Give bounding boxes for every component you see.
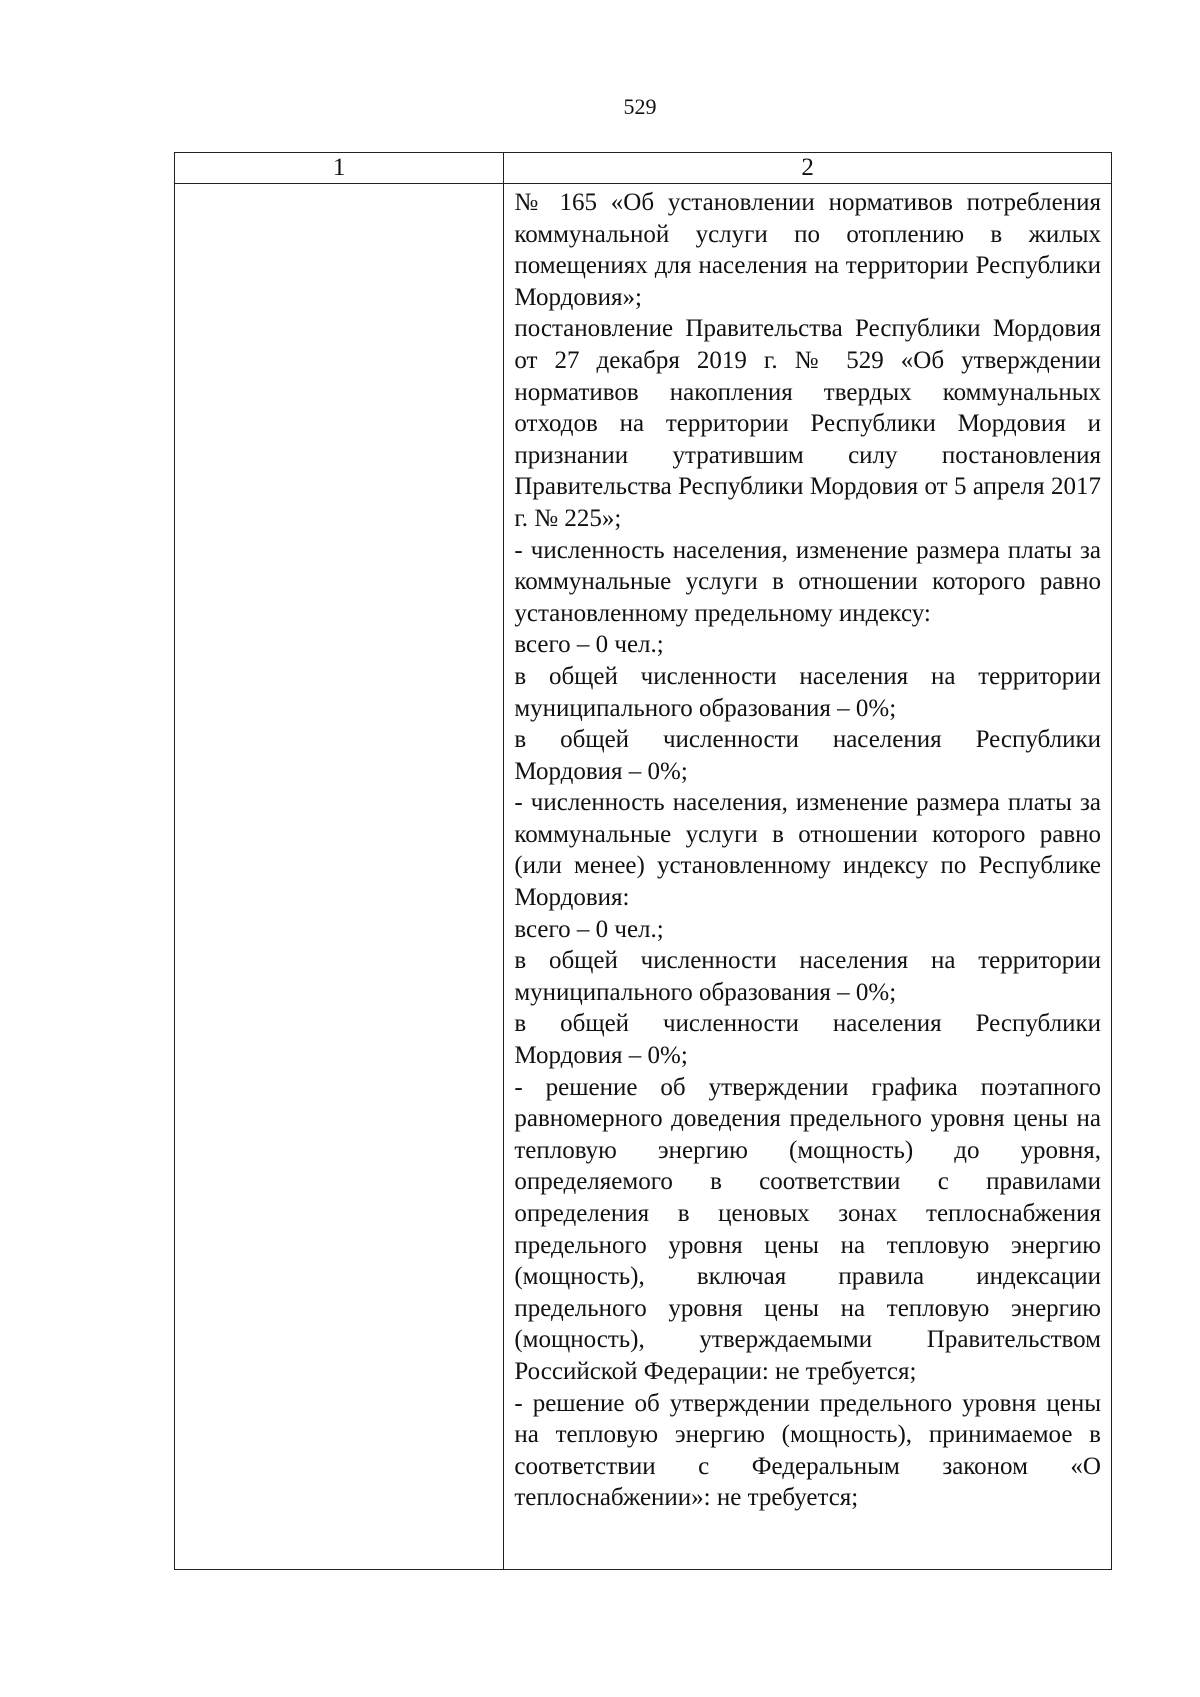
paragraph-municipal-share-1: в общей численности населения на территории муниципального образования – 0%; xyxy=(514,662,1101,722)
paragraph-total-2: всего – 0 чел.; xyxy=(514,915,664,943)
paragraph-decree-529: постановление Правительства Республики Мордовия от 27 декабря 2019 г. № 529 «Об утверждении нормативов накопления твердых коммунальных отходов на территории Республики Мордовия и признании утратившим силу постановления Правительства Республики Мордовия от 5 апреля 2017 г. № 225»; xyxy=(514,315,1101,532)
column-header-2: 2 xyxy=(504,153,1112,184)
column-header-1: 1 xyxy=(175,153,504,184)
paragraph-republic-share-1: в общей численности населения Республики Мордовия – 0%; xyxy=(514,726,1101,785)
paragraph-republic-share-2: в общей численности населения Республики Мордовия – 0%; xyxy=(514,1010,1101,1070)
paragraph-population-equal-index: - численность населения, изменение размера платы за коммунальные услуги в отношении которого равно установленному предельному индексу: xyxy=(514,536,1101,627)
content-table xyxy=(174,152,1112,1570)
column-2-cell xyxy=(504,184,1112,1570)
column-1-cell xyxy=(175,184,504,1570)
paragraph-price-limit-decision: - решение об утверждении предельного уровня цены на тепловую энергию (мощность), принимаемое в соответствии с Федеральным законом «О теплоснабжении»: не требуется; xyxy=(514,1389,1101,1512)
table-header-row xyxy=(175,153,1112,184)
page-number: 529 xyxy=(623,94,657,119)
paragraph-municipal-share-2: в общей численности населения на территории муниципального образования – 0%; xyxy=(514,947,1101,1006)
paragraph-population-less-index: - численность населения, изменение размера платы за коммунальные услуги в отношении которого равно (или менее) установленному индексу по Республике Мордовия: xyxy=(514,789,1101,912)
paragraph-price-schedule-decision: - решение об утверждении графика поэтапного равномерного доведения предельного уровня цены на тепловую энергию (мощность) до уровня, определяемого в соответствии с правилами определения в ценовых зонах теплоснабжения предельного уровня цены на тепловую энергию (мощность), включая правила индексации предельного уровня цены на тепловую энергию (мощность), утверждаемыми Правительством Российской Федерации: не требуется; xyxy=(514,1073,1101,1385)
paragraph-decree-165: № 165 «Об установлении нормативов потребления коммунальной услуги по отоплению в жилых помещениях для населения на территории Республики Мордовия»; xyxy=(514,189,1101,311)
paragraph-total-1: всего – 0 чел.; xyxy=(514,631,664,659)
table-row xyxy=(175,184,1112,1570)
